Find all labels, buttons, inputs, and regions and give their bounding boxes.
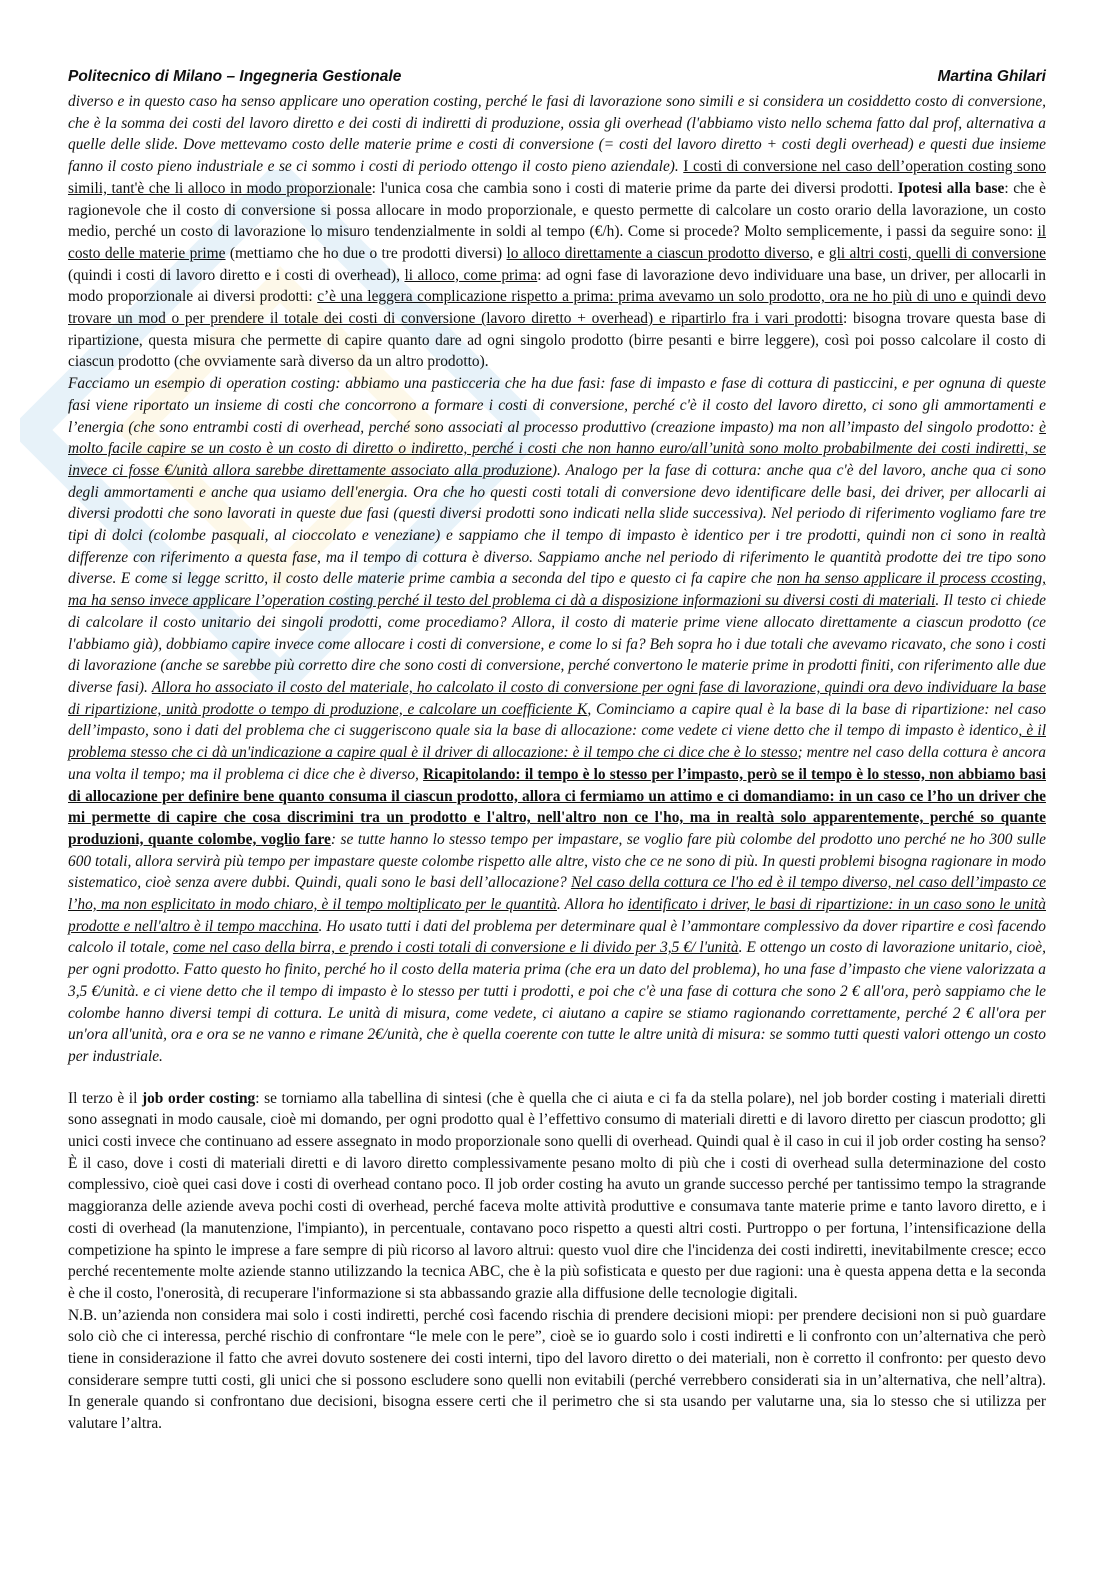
- text-span: : che è ragionevole che il costo di conversione si possa allocare in modo proporzionale, e questo permette di calcolare un costo orario della lavorazione, un costo medio, perché un costo di lavorazione lo misuro tendenzialmente in soldi al tempo (€/h). Come si procede? Molto semplicemente, i passi da seguire sono:: [68, 179, 1046, 241]
- text-span: . Ho usato tutti i dati del problema per determinare qual è l’ammontare complessivo da dover ripartire e così facendo calcolo il totale,: [68, 917, 1046, 957]
- text-span: (quindi i costi di lavoro diretto e i costi di overhead),: [68, 266, 405, 284]
- document-body: [68, 91, 1046, 1435]
- text-span: : se tutte hanno lo stesso tempo per impastare, se voglio fare più colombe del prodotto uno perché ne ho 300 sulle 600 totali, allora servirà più tempo per impastare queste colombe rispetto alle altre, visto che ce ne sono di più. In questi problemi bisogna ragionare in modo sistematico, cioè senza avere dubbi. Quindi, quali sono le basi dell’allocazione?: [68, 830, 1047, 892]
- underlined-text: il costo delle materie prime: [68, 223, 1046, 262]
- paragraph-operation-costing-intro: [68, 91, 1046, 373]
- text-span: Il terzo è il: [68, 1089, 142, 1107]
- bold-underlined-text: Ricapitolando: il tempo è lo stesso per l’impasto, però se il tempo è lo stesso, non abbiamo basi di allocazione per definire bene quanto consuma il ciascun prodotto, allora ci fermiamo un attimo e ci domandiamo: in un caso ce l’ho un driver che mi permette di capire che cosa discrimini tra un prodotto e l'altro, nell'altro non ce l'ho, ma in realtà solo apparentemente, perché so quante produzioni, quante colombe, voglio fare: [68, 765, 1046, 848]
- text-span: : ad ogni fase di lavorazione devo individuare una base, un driver, per allocarli in modo proporzionale ai diversi prodotti:: [68, 266, 1046, 306]
- text-span: , e: [809, 244, 829, 262]
- text-span: : bisogna trovare questa base di ripartizione, questa misura che permette di capire quanto dare ad ogni singolo prodotto (birre pesanti e birre leggere), così poi posso calcolare il costo di ciascun prodotto (che ovviamente sarà diverso da un altro prodotto).: [68, 310, 1047, 371]
- bold-text: job order costing: [141, 1089, 256, 1107]
- paragraph-job-order-costing: [68, 1088, 1046, 1305]
- underlined-text: non ha senso applicare il process ccosting, ma ha senso invece applicare l’operation costing perché il testo del problema ci dà a disposizione informazioni su diversi costi di materiali: [68, 570, 1046, 610]
- text-span: ; mentre nel caso della cottura è ancora una volta il tempo; ma il problema ci dice che è diverso,: [68, 744, 1046, 783]
- underlined-text: lo alloco direttamente a ciascun prodotto diverso: [506, 244, 810, 262]
- underlined-text: I costi di conversione nel caso dell’operation costing sono simili, tant'è che li alloco in modo proporzionale: [68, 158, 1046, 197]
- bold-text: Ipotesi alla base: [897, 179, 1005, 197]
- underlined-text: come nel caso della birra, e prendo i costi totali di conversione e li divido per 3,5 €/ l'unità: [172, 939, 739, 957]
- text-span: N.B. un’azienda non considera mai solo i costi indiretti, perché così facendo rischia di prendere decisioni miopi: per prendere decisioni non si può guardare solo ciò che ci interessa, perché rischio di confrontare “le mele con le pere”, cioè se io guardo solo i costi indiretti e li confronto con un’alternativa che però tiene in considerazione il fatto che avrei dovuto sostenere dei costi interni, tipo del lavoro diretto o dei materiali, non è corretto il confronto: per questo devo considerare sempre tutti costi, gli unici che si possono escludere sono quelli non evitabili (perché verrebbero considerati sia in un’alternativa, che nell’altra). In generale quando si confrontano due decisioni, bisogna essere certi che il perimetro che si sta usando per valutarne una, sia lo stesso che si utilizza per valutare l’altra.: [68, 1306, 1046, 1433]
- header-course: Politecnico di Milano – Ingegneria Gestionale: [68, 68, 402, 85]
- page-header: [68, 68, 1046, 90]
- underlined-text: è molto facile capire se un costo è un costo di diretto o indiretto, perché i costi che non hanno euro/all’unità sono molto probabilmente dei costi indiretti, se invece ci fosse €/unità allora sarebbe direttamente associato alla produzione: [68, 418, 1046, 479]
- text-span: Facciamo un esempio di operation costing: abbiamo una pasticceria che ha due fasi: fase di impasto e fase di cottura di pasticcini, e per ognuna di queste fasi viene riportato un insieme di costi che concorrono a formare i costi di conversione, perché c'è il costo del lavoro diretto, ci sono gli ammortamenti e l’energia (che sono entrambi costi di overhead, perché sono associati al processo produttivo (creazione impasto) ma non all’impasto del singolo prodotto:: [68, 375, 1046, 436]
- underlined-text: identificato i driver, le basi di ripartizione: in un caso sono le unità prodotte e nell'altro è il tempo macchina: [68, 896, 1047, 935]
- paragraph-nota-bene: [68, 1305, 1046, 1435]
- underlined-text: li alloco, come prima: [404, 266, 538, 284]
- header-author: Martina Ghilari: [937, 68, 1046, 85]
- underlined-text: gli altri costi, quelli di conversione: [828, 244, 1046, 262]
- text-span: . Il testo ci chiede di calcolare il costo unitario dei singoli prodotti, come procediamo? Allora, il costo di materie prime viene allocato direttamente a ciascun prodotto (ce l'abbiamo già), dobbiamo capire invece come allocare i costi di conversione, e come lo si fa? Beh sopra ho i due totali che avevamo ricavato, che sono i costi di lavorazione (anche se sarebbe più corretto dire che sono costi di conversione, perché convertono le materie prime in prodotti finiti, con riferimento alle due diverse fasi).: [68, 592, 1046, 696]
- text-span: . E ottengo un costo di lavorazione unitario, cioè, per ogni prodotto. Fatto questo ho finito, perché ho il costo della materia prima (che era un dato del problema), ho una fase d’impasto che viene valorizzata a 3,5 €/unità. e ci viene detto che il tempo di impasto è lo stesso per tutti i prodotti, e poi che c'è una fase di cottura che sono 2 € all'ora, però sappiamo che le colombe hanno diversi tempi di cottura. Le unità di misura, come vedete, ci aiutano a capire se stiamo ragionando correttamente, perché 2 € all'ora per un'ora all'unità, ora e ora se ne vanno e rimane 2€/unità, che è quella coerente con tutte le altre unità di misura: se sommo tutti questi valori ottengo un costo per industriale.: [68, 939, 1046, 1065]
- paragraph-pasticceria-example: [68, 373, 1046, 1068]
- text-span: : l'unica cosa che cambia sono i costi di materie prime da parte dei diversi prodotti.: [371, 179, 898, 197]
- underlined-text: Nel caso della cottura ce l'ho ed è il tempo diverso, nel caso dell’impasto ce l’ho, ma non esplicitato in modo chiaro, è il tempo moltiplicato per le quantità: [68, 874, 1046, 914]
- underlined-text: , è il problema stesso che ci dà un'indicazione a capire qual è il driver di allocazione: è il tempo che ci dice che è lo stesso: [68, 722, 1046, 762]
- text-span: . Allora ho: [556, 896, 628, 914]
- text-span: : se torniamo alla tabellina di sintesi (che è quella che ci aiuta e ci fa da stella polare), nel job border costing i materiali diretti sono assegnati in modo causale, cioè mi domando, per ogni prodotto qual è l’effettivo consumo di materiali diretti e di lavoro diretto per ciascun prodotto; gli unici costi invece che continuano ad essere assegnato in modo proporzionale sono quelli di overhead. Quindi qual è il caso in cui il job order costing ha senso? È il caso, dove i costi di materiali diretti e di lavoro diretto complessivamente pesano molto di più che i costi di overhead sulla determinazione del costo complessivo, cioè quei casi dove i costi di overhead contano poco. Il job order costing ha avuto un grande successo perché per tantissimo tempo la stragrande maggioranza delle aziende aveva pochi costi di overhead, perché faceva molte attività produttive e consumava tante materie prime e tanto lavoro diretto, e i costi di overhead (la manutenzione, l'impianto), in percentuale, contavano poco rispetto a questi altri costi. Purtroppo o per fortuna, l’intensificazione della competizione ha spinto le imprese a fare sempre di più ricorso al lavoro altrui: questo vuol dire che l'incidenza dei costi indiretti, inevitabilmente cresce; ecco perché recentemente molte aziende stanno utilizzando la tecnica ABC, che è la più sofisticata e questo per due ragioni: una è questa appena detta e la seconda è che il costo, l'onerosità, di recuperare l'informazione si sta abbassando grazie alla diffusione delle tecnologie digitali.: [68, 1089, 1047, 1302]
- underlined-text: c’è una leggera complicazione rispetto a prima: prima avevamo un solo prodotto, ora ne ho più di uno e quindi devo trovare un mod o per prendere il totale dei costi di conversione (lavoro diretto + overhead) e ripartirlo fra i vari prodotti: [68, 288, 1046, 328]
- underlined-text: Allora ho associato il costo del materiale, ho calcolato il costo di conversione per ogni fase di lavorazione, quindi ora devo individuare la base di ripartizione, unità prodotte o tempo di produzione, e calcolare un coefficiente K: [68, 678, 1047, 718]
- text-span: diverso e in questo caso ha senso applicare uno operation costing, perché le fasi di lavorazione sono simili e si considera un cosiddetto costo di conversione, che è la somma dei costi del lavoro diretto e dei costi di indiretti di produzione, ossia gli overhead (l'abbiamo visto nello schema fatto dal prof, alternativa a quelle delle slide. Dove mettevamo costo delle materie prime e costi di conversione (= costi del lavoro diretto + costi degli overhead) e questi due insieme fanno il costo pieno industriale e se ci sommo i costi di periodo ottengo il costo pieno aziendale).: [68, 93, 1046, 176]
- text-span: (mettiamo che ho due o tre prodotti diversi): [225, 244, 507, 262]
- text-span: ). Analogo per la fase di cottura: anche qua c'è del lavoro, anche qua ci sono degli ammortamenti e anche qua usiamo dell'energia. Ora che ho questi costi totali di conversione devo identificare delle basi, dei driver, per allocarli ai diversi prodotti che sono lavorati in queste due fasi (questi diversi prodotti sono indicati nella slide successiva). Nel periodo di riferimento vogliamo fare tre tipi di dolci (colombe pasquali, al cioccolato e veneziane) e sappiamo che il tempo di impasto è identico per i tre prodotti, quindi non ci sono in realtà differenze con riferimento a questa fase, ma il tempo di cottura è diverso. Sappiamo anche nel periodo di riferimento le quantità prodotte dei tre tipo sono diverse. E come si legge scritto, il costo delle materie prime cambia a seconda del tipo e questo ci fa capire che: [68, 461, 1046, 588]
- text-span: , Cominciamo a capire qual è la base di la base di ripartizione: nel caso dell’impasto, sono i dati del problema che ci suggeriscono quale sia la base di allocazione: come vedete ci viene detto che il tempo di impasto è identico: [68, 700, 1047, 740]
